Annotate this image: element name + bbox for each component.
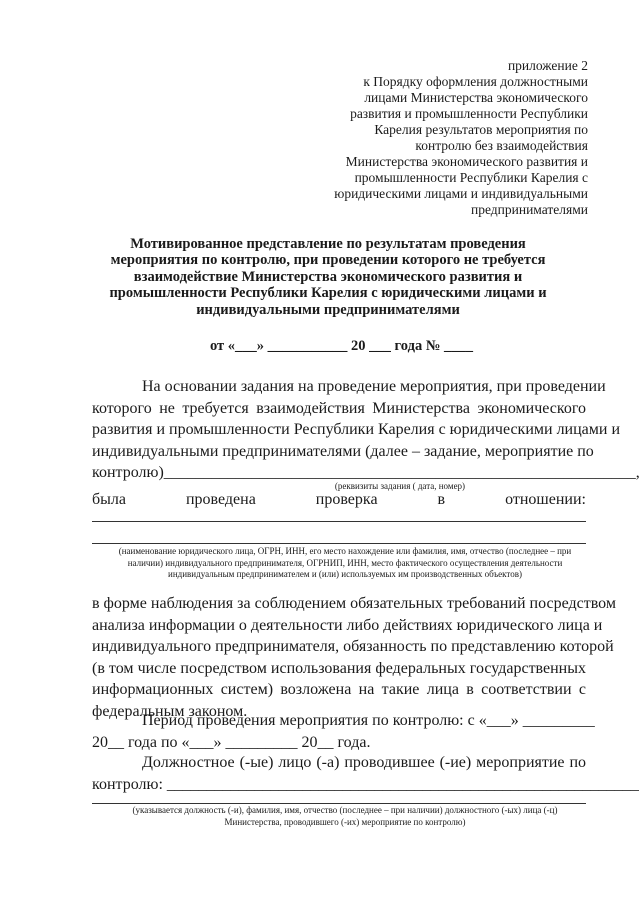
caption-official-details	[100, 805, 590, 828]
word: в	[437, 491, 446, 508]
caption-line: (наименование юридического лица, ОГРН, ИНН, его место нахождение или фамилия, имя, отчество (последнее – при	[118, 546, 572, 556]
title-line: индивидуальными предпринимателями	[196, 301, 460, 318]
paragraph-line: федеральным законом.	[92, 702, 248, 720]
appendix-line: лицами Министерства экономического	[364, 90, 588, 105]
paragraph-line: индивидуального предпринимателя, обязанность по представлению которой	[92, 638, 614, 655]
paragraph-line: На основании задания на проведение мероприятия, при проведении	[142, 378, 606, 395]
paragraph-official	[92, 752, 639, 795]
word: была	[92, 491, 126, 508]
paragraph-line: информационных систем) возложена на такие лица в соответствии с	[92, 681, 586, 698]
appendix-line: промышленности Республики Карелия с	[354, 170, 588, 185]
paragraph-line: Период проведения мероприятия по контролю: с «___» _________	[142, 712, 595, 729]
paragraph-basis	[92, 376, 640, 484]
word: проведена	[185, 491, 256, 508]
caption-line: Министерства, проводившего (-их) мероприятие по контролю)	[224, 816, 466, 827]
appendix-note	[288, 58, 588, 218]
title-line: промышленности Республики Карелия с юридическими лицами и	[109, 285, 547, 302]
paragraph-line: индивидуальными предпринимателями (далее – задание, мероприятие по	[92, 442, 594, 460]
caption-line: наличии) индивидуального предпринимателя, ОГРНИП, ИНН, место фактического осуществления деятельности	[127, 557, 563, 568]
paragraph-line: которого не требуется взаимодействия Министерства экономического	[92, 399, 586, 417]
caption-line: индивидуальным предпринимателем и (или) используемых им производственных объектов)	[168, 569, 522, 579]
title-line: мероприятия по контролю, при проведении которого не требуется	[110, 252, 546, 269]
fill-line	[92, 521, 586, 522]
paragraph-form	[92, 593, 616, 722]
paragraph-line: контролю)___________________________________________________________,	[92, 464, 640, 481]
paragraph-line: развития и промышленности Республики Карелия с юридическими лицами и	[92, 421, 621, 438]
document-date-number: от «___» ___________ 20 ___ года № ____	[210, 338, 474, 354]
paragraph-line: анализа информации о деятельности либо действиях юридического лица и	[92, 616, 603, 634]
fill-line	[92, 543, 586, 544]
conducted-line	[92, 491, 586, 509]
paragraph-line: контролю: ___________________________________________________________	[92, 775, 639, 793]
paragraph-line: Должностное (-ые) лицо (-а) проводившее (-ие) мероприятие по	[142, 754, 586, 771]
document-title	[88, 236, 568, 318]
appendix-line: развития и промышленности Республики	[350, 106, 588, 121]
appendix-line: приложение 2	[507, 58, 588, 73]
appendix-line: Министерства экономического развития и	[345, 154, 588, 169]
appendix-line: Карелия результатов мероприятия по	[374, 122, 588, 137]
paragraph-period	[92, 710, 595, 753]
paragraph-line: 20__ года по «___» _________ 20__ года.	[92, 733, 371, 751]
paragraph-line: в форме наблюдения за соблюдением обязательных требований посредством	[92, 595, 616, 612]
title-line: Мотивированное представление по результатам проведения	[130, 236, 526, 252]
appendix-line: предпринимателями	[470, 202, 588, 217]
paragraph-line: (в том числе посредством использования федеральных государственных	[92, 659, 586, 677]
caption-line: (указывается должность (-и), фамилия, имя, отчество (последнее – при наличии) должностного (-ых) лица (-ц)	[132, 805, 558, 815]
word: проверка	[315, 491, 378, 508]
title-line: взаимодействие Министерства экономического развития и	[133, 268, 523, 285]
caption-task-details: (реквизиты задания ( дата, номер)	[334, 481, 466, 491]
fill-line	[92, 803, 586, 804]
caption-entity-details	[100, 546, 590, 581]
appendix-line: юридическими лицами и индивидуальными	[334, 186, 588, 201]
appendix-line: контролю без взаимодействия	[415, 138, 588, 153]
word: отношении:	[505, 491, 586, 508]
appendix-line: к Порядку оформления должностными	[363, 74, 588, 89]
